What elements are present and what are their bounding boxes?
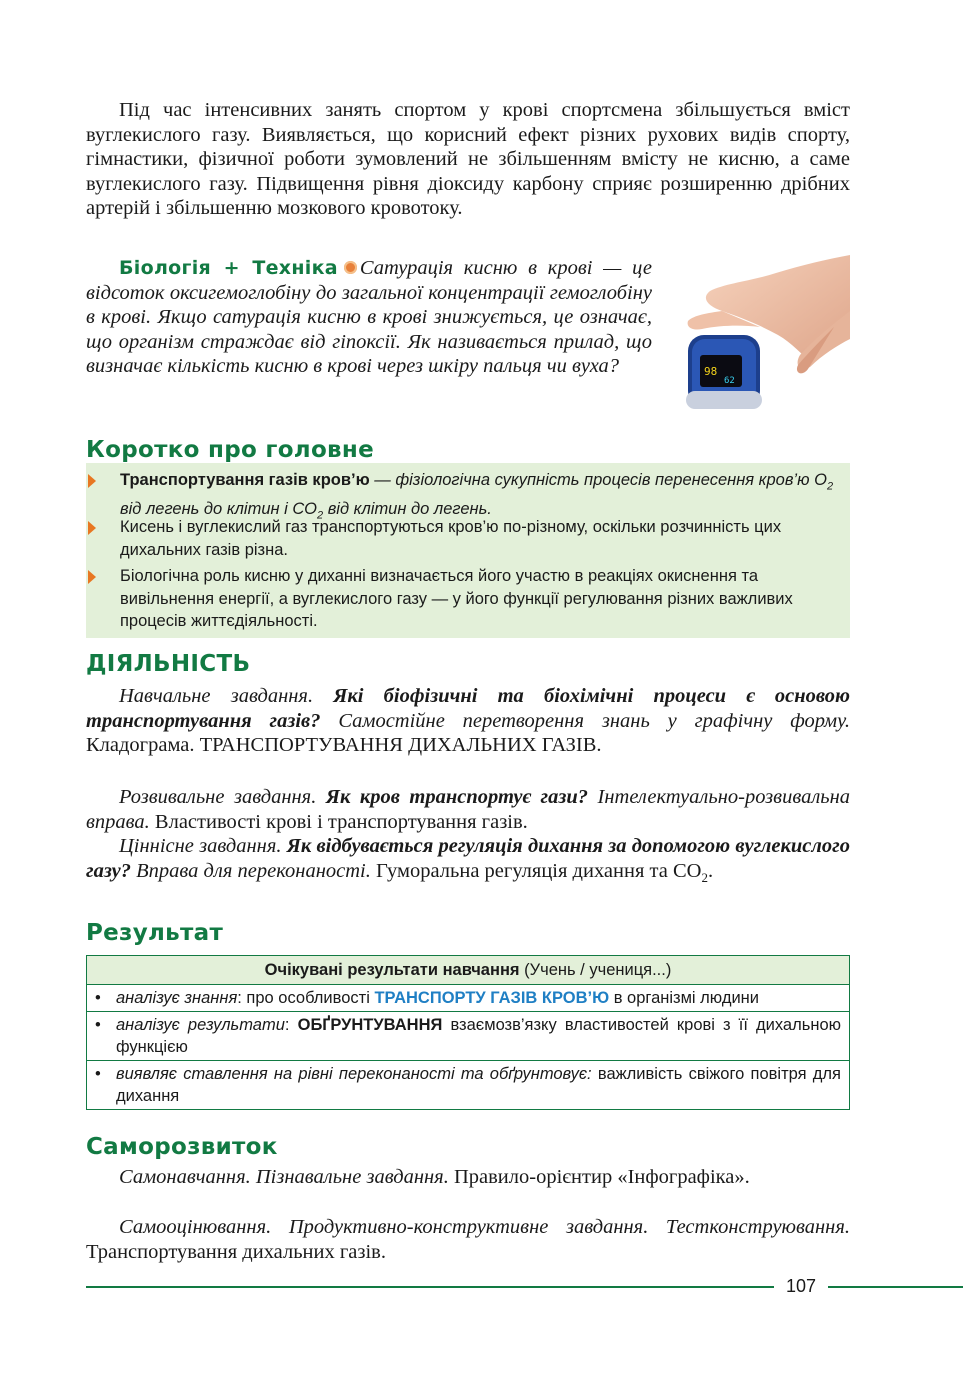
activity-paragraph-3	[86, 834, 850, 890]
task-topic: Гуморальна регуляція дихання та СО	[375, 859, 702, 882]
biology-technique-label: Біологія + Техніка	[119, 257, 338, 279]
summary-item-1-text-c: від клітин до легень.	[323, 499, 492, 518]
task-type: Самооцінювання. Продуктивно-конструктивне завдання. Тестконструювання.	[119, 1216, 850, 1238]
bullet: •	[95, 1016, 101, 1034]
biology-technique-text: Сатурація кисню в крові — це відсоток оксигемоглобіну до загальної концентрації гемоглобіну в крові. Якщо сатурація кисню в крові знижується, це означає, що організм страждає від гіпоксії. Як називається прилад, що визначає кількість кисню в крові через шкіру пальця чи вуха?	[86, 257, 652, 377]
intro-paragraph: Під час інтенсивних занять спортом у крові спортсмена збільшується вміст вуглекислого газу. Виявляється, що корисний ефект різних рухових видів спорту, гімнастики, фізичної роботи зумовлений не збільшенням вмісту не кисню, а саме вуглекислого газу. Підвищення рівня діоксиду карбону сприяє розширенню дрібних артерій і збільшенню мозкового кровотоку.	[86, 99, 850, 219]
bullet-arrow-icon	[88, 474, 96, 488]
task-type: Самонавчання. Пізнавальне завдання.	[119, 1166, 449, 1188]
results-row	[87, 985, 849, 1012]
subscript: 2	[826, 480, 834, 493]
page-number: 107	[785, 1276, 817, 1296]
task-type: Ціннісне завдання.	[119, 835, 282, 857]
result-highlight: ТРАНСПОРТУ ГАЗІВ КРОВ’Ю	[374, 989, 610, 1007]
results-table-header-note: (Учень / учениця...)	[519, 961, 672, 979]
result-text: :	[284, 1016, 298, 1034]
subscript: 2	[316, 509, 324, 522]
summary-box	[86, 463, 850, 638]
task-topic: Правило-орієнтир «Інфографіка».	[448, 1166, 750, 1188]
results-table-header-title: Очікувані результати навчання	[264, 961, 520, 979]
bullet-arrow-icon	[88, 521, 96, 535]
results-table	[86, 955, 850, 1110]
summary-item-1-text-b: від легень до клітин і СО	[120, 499, 317, 518]
selfdev-paragraph-2	[86, 1215, 850, 1264]
result-heading: Результат	[86, 920, 224, 946]
task-type: Навчальне завдання.	[119, 685, 314, 707]
summary-item-2: Кисень і вуглекислий газ транспортуються кров’ю по-різному, оскільки розчинність цих дихальних газів різна.	[120, 518, 782, 559]
task-question: Як кров транспортує гази?	[325, 786, 589, 808]
oximeter-pulse-readout: 62	[724, 376, 735, 386]
task-form: Вправа для переконаності.	[136, 859, 371, 882]
result-verb: аналізує знання	[116, 989, 238, 1007]
task-topic: Транспортування дихальних газів.	[86, 1240, 386, 1263]
results-table-header	[87, 956, 849, 985]
bullet: •	[95, 1065, 101, 1083]
task-question: Як відбувається регуляція дихання за допомогою вуглекислого газу?	[86, 835, 850, 882]
selfdev-heading: Саморозвиток	[86, 1134, 278, 1160]
selfdev-paragraph-1	[86, 1165, 850, 1190]
result-verb: аналізує результати	[116, 1016, 285, 1034]
task-topic: Кладограма. ТРАНСПОРТУВАННЯ ДИХАЛЬНИХ ГАЗІВ.	[86, 734, 602, 756]
activity-paragraph-1	[86, 684, 850, 758]
task-type: Розвивальне завдання.	[119, 786, 317, 808]
biology-technique-paragraph	[86, 256, 652, 379]
result-text: : про особливості	[237, 989, 375, 1007]
result-text: в організмі людини	[609, 989, 759, 1007]
task-form: Самостійне перетворення знань у графічну форму.	[338, 709, 850, 732]
result-text: важливість свіжого повітря для дихання	[116, 1065, 841, 1105]
summary-item-3: Біологічна роль кисню у диханні визначається його участю в реакціях окиснення та вивільнення енергії, а вуглекислого газу — у його функції регулювання різних важливих процесів життєдіяльності.	[120, 567, 793, 630]
results-row	[87, 1012, 849, 1061]
summary-heading: Коротко про головне	[86, 437, 374, 463]
oximeter-spo2-readout: 98	[704, 365, 718, 378]
flower-icon	[344, 261, 357, 274]
footer-rule-left	[86, 1286, 774, 1288]
result-highlight: ОБҐРУНТУВАННЯ	[297, 1016, 443, 1034]
summary-item-1-term: Транспортування газів кров’ю	[120, 471, 370, 489]
pulse-oximeter-photo	[682, 255, 850, 423]
results-row	[87, 1061, 849, 1109]
footer-rule-right	[828, 1286, 963, 1288]
task-form: Інтелектуально-розвивальна вправа.	[86, 786, 851, 833]
bullet: •	[95, 989, 101, 1007]
task-topic: Властивості крові і транспортування газів.	[154, 810, 528, 833]
task-question: Які біофізичні та біохімічні процеси є основою транспортування газів?	[86, 685, 851, 732]
result-verb: виявляє ставлення на рівні переконаності та обґрунтовує:	[116, 1065, 592, 1083]
subscript: 2	[701, 869, 708, 885]
summary-item-1-text-a: — фізіологічна сукупність процесів перенесення кров’ю О	[369, 471, 827, 489]
sentence-end: .	[707, 859, 714, 882]
activity-heading: ДІЯЛЬНІСТЬ	[86, 651, 251, 677]
bullet-arrow-icon	[88, 570, 96, 584]
result-text: взаємозв’язку властивостей крові з її дихальною функцією	[116, 1016, 841, 1056]
activity-paragraph-2	[86, 785, 850, 834]
